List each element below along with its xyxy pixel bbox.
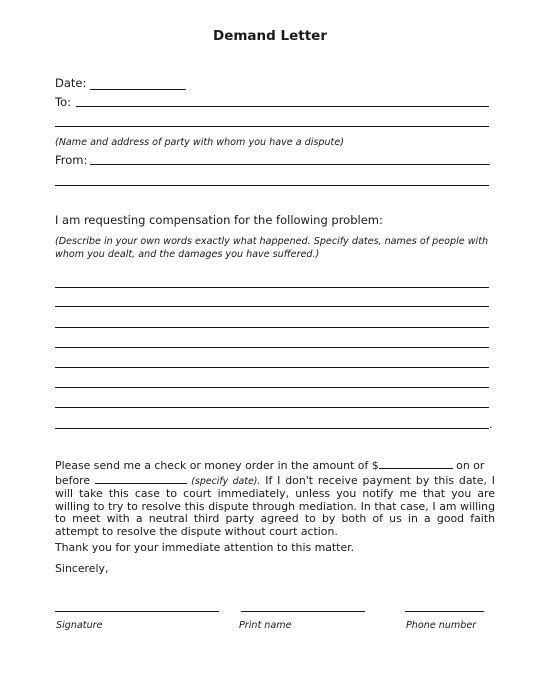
payment-text-3: before xyxy=(55,473,95,487)
to-address-line[interactable] xyxy=(55,126,489,127)
print-name-line[interactable] xyxy=(241,611,365,612)
party-note: (Name and address of party with whom you have a dispute) xyxy=(55,137,344,148)
payment-text-2: on or xyxy=(452,459,485,472)
description-line[interactable] xyxy=(55,367,489,368)
trailing-period: . xyxy=(489,417,493,431)
from-address-line[interactable] xyxy=(55,185,489,186)
description-line[interactable] xyxy=(55,327,489,328)
from-field-line[interactable] xyxy=(90,164,490,165)
signature-line[interactable] xyxy=(55,611,219,612)
signature-label: Signature xyxy=(56,620,103,631)
specify-date-note: (specify date). xyxy=(186,475,261,487)
amount-blank[interactable] xyxy=(379,458,453,469)
date-blank[interactable] xyxy=(95,473,187,484)
date-label: Date: xyxy=(55,76,87,90)
to-label: To: xyxy=(55,95,71,109)
description-line[interactable] xyxy=(55,306,489,307)
from-label: From: xyxy=(55,153,88,167)
payment-text-1: Please send me a check or money order in the amount of $ xyxy=(55,459,379,472)
description-line[interactable] xyxy=(55,347,489,348)
payment-text-4: If I don't receive payment by this date, I will take this case to court immediately, unless you notify me that you are willing to try to resolve this dispute through mediation. In that case, I am willing to meet with a neutral third party agreed to by both of us in a good faith attempt to resolve the dispute without court action. xyxy=(55,473,496,538)
description-line[interactable] xyxy=(55,287,489,288)
phone-number-label: Phone number xyxy=(406,620,477,631)
to-field-line[interactable] xyxy=(76,106,489,107)
date-field-line[interactable] xyxy=(90,89,186,90)
closing-text: Sincerely, xyxy=(55,562,109,575)
description-line[interactable] xyxy=(55,428,489,429)
phone-number-line[interactable] xyxy=(405,611,484,612)
thanks-text: Thank you for your immediate attention to this matter. xyxy=(55,541,355,554)
print-name-label: Print name xyxy=(239,620,292,631)
request-intro: I am requesting compensation for the following problem: xyxy=(55,213,383,227)
description-line[interactable] xyxy=(55,407,489,408)
describe-note: (Describe in your own words exactly what happened. Specify dates, names of people with whom you dealt, and the damages you have suffered.) xyxy=(55,236,489,260)
description-line[interactable] xyxy=(55,387,489,388)
document-title: Demand Letter xyxy=(213,28,327,44)
payment-paragraph xyxy=(55,458,495,539)
